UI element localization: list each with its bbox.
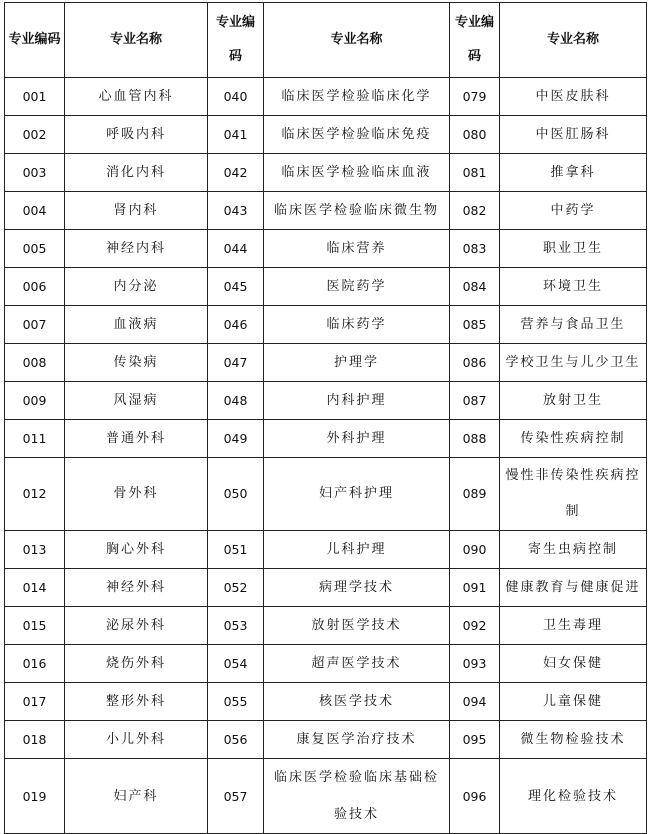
specialty-name-cell: 肾内科 — [65, 192, 208, 230]
table-row — [5, 645, 647, 683]
specialty-code-cell: 079 — [450, 78, 500, 116]
specialty-name-cell: 医院药学 — [264, 268, 450, 306]
specialty-name-cell: 超声医学技术 — [264, 645, 450, 683]
specialty-code-cell: 090 — [450, 531, 500, 569]
table-row — [5, 154, 647, 192]
specialty-code-cell: 009 — [5, 382, 65, 420]
specialty-name-cell: 护理学 — [264, 344, 450, 382]
specialty-code-cell: 095 — [450, 721, 500, 759]
specialty-code-cell: 094 — [450, 683, 500, 721]
specialty-name-cell: 中医肛肠科 — [500, 116, 647, 154]
specialty-code-cell: 044 — [208, 230, 264, 268]
table-body — [5, 78, 647, 834]
specialty-name-cell: 营养与食品卫生 — [500, 306, 647, 344]
specialty-code-cell: 092 — [450, 607, 500, 645]
specialty-code-cell: 012 — [5, 458, 65, 531]
specialty-name-cell: 内科护理 — [264, 382, 450, 420]
specialty-name-cell: 消化内科 — [65, 154, 208, 192]
specialty-code-cell: 006 — [5, 268, 65, 306]
table-row — [5, 306, 647, 344]
specialty-code-table — [4, 2, 647, 834]
specialty-name-cell: 内分泌 — [65, 268, 208, 306]
specialty-code-cell: 087 — [450, 382, 500, 420]
specialty-code-cell: 001 — [5, 78, 65, 116]
specialty-code-cell: 091 — [450, 569, 500, 607]
specialty-name-cell: 儿科护理 — [264, 531, 450, 569]
specialty-name-cell: 临床营养 — [264, 230, 450, 268]
specialty-code-cell: 005 — [5, 230, 65, 268]
specialty-name-cell: 传染性疾病控制 — [500, 420, 647, 458]
specialty-code-cell: 083 — [450, 230, 500, 268]
specialty-code-cell: 096 — [450, 759, 500, 834]
specialty-name-cell: 妇产科 — [65, 759, 208, 834]
specialty-code-cell: 047 — [208, 344, 264, 382]
specialty-code-cell: 086 — [450, 344, 500, 382]
specialty-name-cell: 整形外科 — [65, 683, 208, 721]
specialty-name-cell: 泌尿外科 — [65, 607, 208, 645]
specialty-name-cell: 病理学技术 — [264, 569, 450, 607]
specialty-name-cell: 风湿病 — [65, 382, 208, 420]
specialty-code-cell: 054 — [208, 645, 264, 683]
specialty-name-cell: 呼吸内科 — [65, 116, 208, 154]
specialty-code-cell: 082 — [450, 192, 500, 230]
specialty-code-cell: 093 — [450, 645, 500, 683]
table-row — [5, 382, 647, 420]
specialty-code-cell: 017 — [5, 683, 65, 721]
header-code: 专业编码 — [450, 3, 500, 78]
specialty-name-cell: 临床医学检验临床血液 — [264, 154, 450, 192]
specialty-code-cell: 050 — [208, 458, 264, 531]
header-name: 专业名称 — [500, 3, 647, 78]
specialty-code-cell: 013 — [5, 531, 65, 569]
header-code: 专业编码 — [208, 3, 264, 78]
table-row — [5, 683, 647, 721]
specialty-code-cell: 041 — [208, 116, 264, 154]
specialty-code-cell: 014 — [5, 569, 65, 607]
table-row — [5, 531, 647, 569]
specialty-code-cell: 040 — [208, 78, 264, 116]
table-header-row — [5, 3, 647, 78]
table-row — [5, 192, 647, 230]
specialty-name-cell: 血液病 — [65, 306, 208, 344]
table-row — [5, 268, 647, 306]
specialty-code-cell: 045 — [208, 268, 264, 306]
specialty-code-cell: 046 — [208, 306, 264, 344]
specialty-code-cell: 003 — [5, 154, 65, 192]
specialty-name-cell: 儿童保健 — [500, 683, 647, 721]
specialty-code-cell: 048 — [208, 382, 264, 420]
specialty-code-cell: 053 — [208, 607, 264, 645]
specialty-code-cell: 018 — [5, 721, 65, 759]
specialty-name-cell: 普通外科 — [65, 420, 208, 458]
specialty-name-cell: 卫生毒理 — [500, 607, 647, 645]
specialty-code-cell: 056 — [208, 721, 264, 759]
header-code: 专业编码 — [5, 3, 65, 78]
table-row — [5, 78, 647, 116]
table-row — [5, 721, 647, 759]
specialty-name-cell: 临床医学检验临床免疫 — [264, 116, 450, 154]
specialty-name-cell: 职业卫生 — [500, 230, 647, 268]
specialty-name-cell: 临床医学检验临床基础检验技术 — [264, 759, 450, 834]
specialty-name-cell: 放射卫生 — [500, 382, 647, 420]
specialty-name-cell: 临床医学检验临床化学 — [264, 78, 450, 116]
specialty-name-cell: 神经内科 — [65, 230, 208, 268]
specialty-code-cell: 080 — [450, 116, 500, 154]
table-row — [5, 420, 647, 458]
specialty-code-cell: 085 — [450, 306, 500, 344]
specialty-name-cell: 微生物检验技术 — [500, 721, 647, 759]
specialty-name-cell: 慢性非传染性疾病控制 — [500, 458, 647, 531]
specialty-code-cell: 043 — [208, 192, 264, 230]
specialty-name-cell: 健康教育与健康促进 — [500, 569, 647, 607]
specialty-code-cell: 007 — [5, 306, 65, 344]
specialty-name-cell: 外科护理 — [264, 420, 450, 458]
specialty-name-cell: 神经外科 — [65, 569, 208, 607]
table-row — [5, 116, 647, 154]
specialty-name-cell: 临床药学 — [264, 306, 450, 344]
specialty-name-cell: 中药学 — [500, 192, 647, 230]
specialty-name-cell: 传染病 — [65, 344, 208, 382]
specialty-code-cell: 004 — [5, 192, 65, 230]
header-name: 专业名称 — [264, 3, 450, 78]
specialty-name-cell: 放射医学技术 — [264, 607, 450, 645]
specialty-code-cell: 019 — [5, 759, 65, 834]
specialty-name-cell: 妇女保健 — [500, 645, 647, 683]
specialty-code-cell: 011 — [5, 420, 65, 458]
specialty-code-cell: 049 — [208, 420, 264, 458]
table-row — [5, 759, 647, 834]
specialty-name-cell: 核医学技术 — [264, 683, 450, 721]
specialty-code-cell: 002 — [5, 116, 65, 154]
specialty-name-cell: 环境卫生 — [500, 268, 647, 306]
specialty-code-cell: 081 — [450, 154, 500, 192]
specialty-code-cell: 042 — [208, 154, 264, 192]
specialty-name-cell: 寄生虫病控制 — [500, 531, 647, 569]
specialty-code-cell: 016 — [5, 645, 65, 683]
specialty-name-cell: 心血管内科 — [65, 78, 208, 116]
specialty-name-cell: 学校卫生与儿少卫生 — [500, 344, 647, 382]
specialty-name-cell: 推拿科 — [500, 154, 647, 192]
specialty-name-cell: 骨外科 — [65, 458, 208, 531]
specialty-name-cell: 康复医学治疗技术 — [264, 721, 450, 759]
specialty-code-cell: 051 — [208, 531, 264, 569]
specialty-code-cell: 015 — [5, 607, 65, 645]
specialty-code-cell: 055 — [208, 683, 264, 721]
specialty-code-cell: 084 — [450, 268, 500, 306]
specialty-name-cell: 理化检验技术 — [500, 759, 647, 834]
specialty-code-cell: 088 — [450, 420, 500, 458]
specialty-name-cell: 小儿外科 — [65, 721, 208, 759]
specialty-code-cell: 089 — [450, 458, 500, 531]
table-row — [5, 607, 647, 645]
specialty-name-cell: 中医皮肤科 — [500, 78, 647, 116]
table-row — [5, 230, 647, 268]
table-row — [5, 458, 647, 531]
specialty-name-cell: 临床医学检验临床微生物 — [264, 192, 450, 230]
specialty-name-cell: 烧伤外科 — [65, 645, 208, 683]
header-name: 专业名称 — [65, 3, 208, 78]
specialty-name-cell: 胸心外科 — [65, 531, 208, 569]
specialty-name-cell: 妇产科护理 — [264, 458, 450, 531]
table-row — [5, 344, 647, 382]
specialty-code-cell: 052 — [208, 569, 264, 607]
specialty-code-cell: 057 — [208, 759, 264, 834]
specialty-code-cell: 008 — [5, 344, 65, 382]
table-row — [5, 569, 647, 607]
